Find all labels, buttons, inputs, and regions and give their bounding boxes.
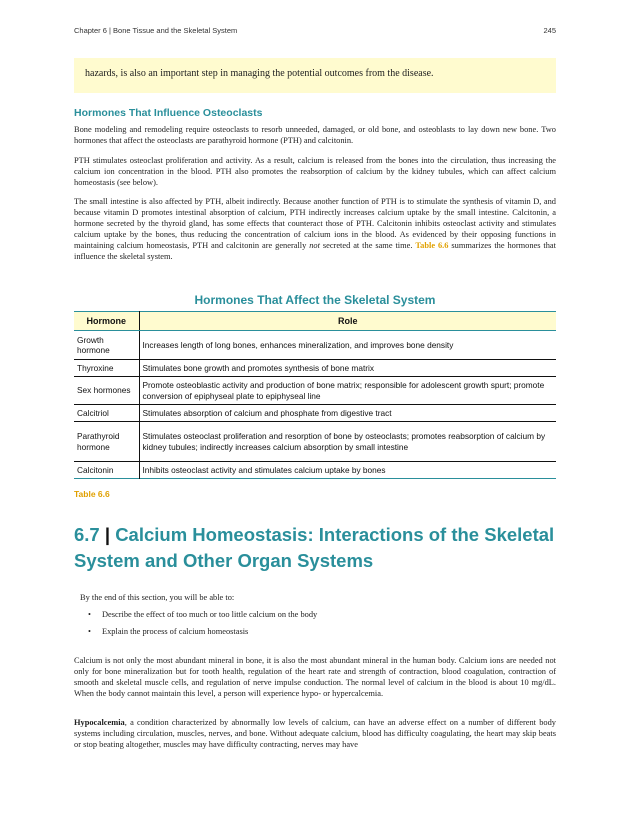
paragraph-1: Bone modeling and remodeling require osteoclasts to resorb unneeded, damaged, or old bone, and osteoblasts to lay down new bone. Two hormones that affect the osteoclasts are parathyroid hormone (PTH) and calcitonin. (74, 125, 556, 145)
column-header-hormone: Hormone (74, 312, 139, 331)
paragraph-5 (74, 718, 556, 751)
chapter-title: Chapter 6 | Bone Tissue and the Skeletal System (74, 26, 238, 35)
hormone-cell: Calcitriol (74, 405, 139, 422)
table-row (74, 422, 556, 462)
role-cell: Stimulates osteoclast proliferation and resorption of bone by osteoclasts; promotes reabsorption of calcium by kidney tubules; indirectly increases calcium absorption by small intestine (139, 422, 556, 462)
hormone-cell: Growth hormone (74, 331, 139, 360)
hormone-cell: Sex hormones (74, 377, 139, 405)
table-caption: Table 6.6 (74, 489, 110, 499)
emphasis-not: not (309, 240, 320, 250)
list-item: • Explain the process of calcium homeostasis (88, 626, 550, 637)
learning-objectives (80, 592, 550, 643)
table-link[interactable]: Table 6.6 (415, 240, 449, 250)
section-separator: | (104, 524, 111, 545)
role-cell: Inhibits osteoclast activity and stimulates calcium uptake by bones (142, 464, 386, 475)
callout-box (74, 58, 556, 93)
section-number: 6.7 (74, 524, 100, 545)
role-cell: Stimulates bone growth and promotes synthesis of bone matrix (139, 360, 556, 377)
role-cell: Increases length of long bones, enhances mineralization, and improves bone density (139, 331, 556, 360)
objectives-list (80, 609, 550, 637)
section-heading (74, 522, 556, 574)
paragraph-3-text-c: summarizes the hormones that influence the skeletal system. (74, 240, 556, 261)
column-header-role: Role (139, 312, 556, 331)
paragraph-3-text-a: The small intestine is also affected by PTH, albeit indirectly. Because another function of PTH is to stimulate the synthesis of vitamin D, and because vitamin D promotes intestinal absorption of calcium, PTH indirectly increases calcium uptake by the small intestine. Calcitonin, a hormone secreted by the thyroid gland, has some effects that counteract those of PTH. Calcitonin inhibits osteoclast activity and stimulates calcium uptake by the bones, thus reducing the concentration of calcium ions in the blood. As evidenced by their opposing functions in maintaining calcium homeostasis, PTH and calcitonin are generally (74, 197, 556, 250)
page-number: 245 (543, 26, 556, 35)
paragraph-2: PTH stimulates osteoclast proliferation and activity. As a result, calcium is released from the bones into the circulation, thus increasing the calcium ion concentration in the blood. PTH also promotes the reabsorption of calcium by the kidney tubules, which can affect calcium homeostasis (see below). (74, 156, 556, 187)
role-cell: Promote osteoblastic activity and production of bone matrix; responsible for adolescent growth spurt; promote conversion of epiphyseal plate to epiphyseal line (139, 377, 556, 405)
term-hypocalcemia: Hypocalcemia (74, 718, 125, 727)
callout-text: hazards, is also an important step in managing the potential outcomes from the disease. (85, 68, 434, 79)
hormones-table (74, 311, 556, 479)
role-cell: Stimulates absorption of calcium and phosphate from digestive tract (139, 405, 556, 422)
section-title-text: Calcium Homeostasis: Interactions of the Skeletal System and Other Organ Systems (74, 524, 555, 571)
hormone-cell: Parathyroid hormone (74, 422, 139, 462)
hormone-cell: Thyroxine (74, 360, 139, 377)
paragraph-3 (74, 197, 556, 262)
objectives-intro: By the end of this section, you will be able to: (80, 593, 235, 602)
hormone-cell: Calcitonin (74, 462, 139, 479)
table-row (74, 462, 556, 479)
table-header-row (74, 312, 556, 331)
table-row (74, 331, 556, 360)
table-row (74, 377, 556, 405)
table-row (74, 360, 556, 377)
running-head (74, 26, 556, 35)
table-row (74, 405, 556, 422)
paragraph-5-text: , a condition characterized by abnormally low levels of calcium, can have an adverse effect on a number of different body systems including circulation, muscles, nerves, and bone. Without adequate calcium, blood has difficulty coagulating, the heart may skip beats or stop beating altogether, muscles may have difficulty contracting, nerves may have (74, 718, 556, 749)
paragraph-3-text-b: secreted at the same time. (319, 240, 416, 250)
paragraph-4: Calcium is not only the most abundant mineral in bone, it is also the most abundant mineral in the human body. Calcium ions are needed not only for bone mineralization but for tooth health, regulation of the heart rate and strength of contraction, blood coagulation, contraction of smooth and skeletal muscle cells, and regulation of nerve impulse conduction. The normal level of calcium in the blood is about 10 mg/dL. When the body cannot maintain this level, a person will experience hypo- or hypercalcemia. (74, 656, 556, 698)
table-title: Hormones That Affect the Skeletal System (194, 293, 436, 307)
list-item: • Describe the effect of too much or too little calcium on the body (88, 609, 550, 620)
subsection-heading: Hormones That Influence Osteoclasts (74, 107, 263, 119)
